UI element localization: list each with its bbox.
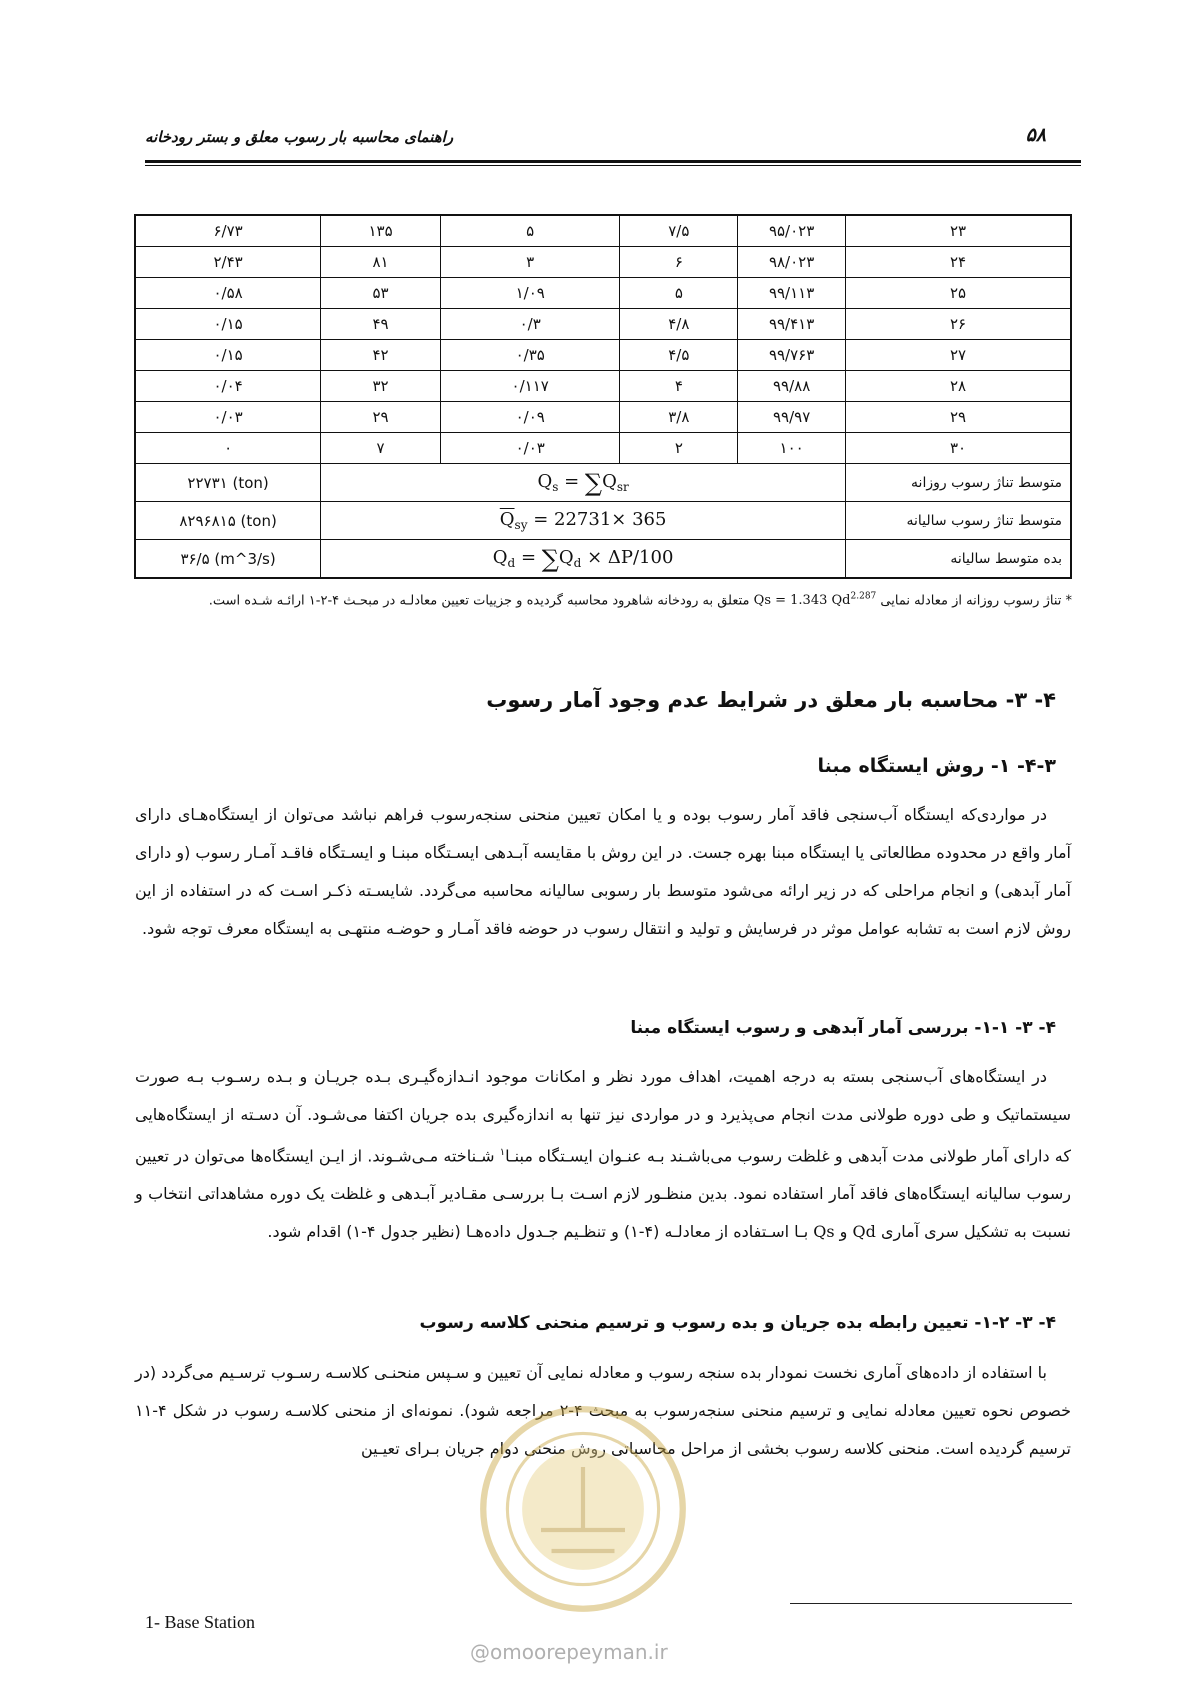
table-cell: ۶ xyxy=(620,247,738,278)
table-cell: ۰/۳ xyxy=(440,309,620,340)
formula-discharge: $Q_d = \sum Q_d \times \Delta P/100$ xyxy=(321,540,846,579)
note-formula-text: Qs = 1.343 Qd xyxy=(753,593,851,609)
table-cell: ۹۹/۱۱۳ xyxy=(738,278,846,309)
table-cell: ۵ xyxy=(620,278,738,309)
table-cell: ۴۹ xyxy=(321,309,441,340)
table-cell: ۵ xyxy=(440,215,620,247)
table-cell: ۴/۵ xyxy=(620,340,738,371)
summary-label: متوسط تناژ رسوب روزانه xyxy=(846,464,1071,502)
table-cell: ۰/۰۴ xyxy=(135,371,321,402)
table-cell: ۲۳ xyxy=(846,215,1071,247)
watermark-text: @omoorepeyman.ir xyxy=(470,1640,668,1664)
note-part1: * تناژ رسوب روزانه از معادله نمایی xyxy=(880,593,1072,609)
footnote-rule xyxy=(790,1603,1072,1604)
summary-label: متوسط تناژ رسوب سالیانه xyxy=(846,502,1071,540)
subsubsection-heading-2: ۴- ۳- ۱-۲- تعیین رابطه بده جریان و بده رسوب و ترسیم منحنی کلاسه رسوب xyxy=(419,1313,1056,1333)
table-cell: ۴۲ xyxy=(321,340,441,371)
note-formula xyxy=(754,593,877,608)
table-body xyxy=(135,215,1071,464)
table-summary xyxy=(135,464,1071,579)
table-row xyxy=(135,247,1071,278)
paragraph-2-text-d: بـا اسـتفاده از معادلـه (۴-۱) و تنظـیم جـدول داده‌هـا (نظیر جدول ۴-۱) اقدام شود. xyxy=(267,1222,814,1242)
summary-row-daily xyxy=(135,464,1071,502)
table-row xyxy=(135,433,1071,464)
section-heading: ۴- ۳- محاسبه بار معلق در شرایط عدم وجود آمار رسوب xyxy=(486,688,1056,712)
table-cell: ۰/۰۳ xyxy=(135,402,321,433)
table-row xyxy=(135,309,1071,340)
table-cell: ۰/۱۵ xyxy=(135,309,321,340)
paragraph-2-text-c: و xyxy=(834,1222,853,1242)
table-cell: ۱/۰۹ xyxy=(440,278,620,309)
table-cell: ۳/۸ xyxy=(620,402,738,433)
footnote-mark: ۱ xyxy=(499,1147,506,1158)
watermark-seal-icon xyxy=(478,1404,688,1614)
table-cell: ۹۹/۸۸ xyxy=(738,371,846,402)
table-cell: ۲۹ xyxy=(846,402,1071,433)
table-cell: ۹۹/۹۷ xyxy=(738,402,846,433)
note-exponent: 2.287 xyxy=(850,592,877,602)
summary-value: ۲۲۷۳۱ (ton) xyxy=(135,464,321,502)
formula-annual-value: = 22731× 365 xyxy=(533,509,667,530)
paragraph-2-text-a: در ایستگاه‌های آب‌سنجی بسته به درجه اهمیت، اهداف مورد نظر و امکانات موجود انـدازه‌گیـری بـده جریـان و بـده رسـوب بـه صورت سیستماتیک و طی دوره طولانی مدت انجام می‌پذیرد و در مواردی نیز تنها به اندازه‌گیری بده جریان اکتفا می‌شـود. آن دسـته از ایستگاه‌هایی که دارای آمار طولانی مدت آبدهی و غلظت رسوب می‌باشـند بـه عنـوان ایسـتگاه مبنـا xyxy=(135,1067,1072,1166)
table-row xyxy=(135,371,1071,402)
page-number: ۵۸ xyxy=(1025,124,1046,146)
table-cell: ۰/۰۹ xyxy=(440,402,620,433)
table-cell: ۸۱ xyxy=(321,247,441,278)
paragraph-2-text-b: شـناخته مـی‌شـوند. از ایـن ایستگاه‌ها می‌توان در تعیین رسوب سالیانه ایستگاه‌های فاقد آمار استفاده نمود. بدین منظـور لازم اسـت بـا بررسـی مقـادیر آبـدهی و غلظت یک دوره مشاهداتی انتخاب و نسبت به تشکیل سری آماری xyxy=(135,1146,1071,1242)
table-cell: ۴ xyxy=(620,371,738,402)
table-cell: ۰/۱۱۷ xyxy=(440,371,620,402)
table-row xyxy=(135,340,1071,371)
table-cell: ۳۰ xyxy=(846,433,1071,464)
table-cell: ۴/۸ xyxy=(620,309,738,340)
table-cell: ۰/۵۸ xyxy=(135,278,321,309)
table-cell: ۵۳ xyxy=(321,278,441,309)
table-cell: ۷ xyxy=(321,433,441,464)
running-title: راهنمای محاسبه بار رسوب معلق و بستر رودخانه xyxy=(145,128,454,146)
table-cell: ۲ xyxy=(620,433,738,464)
table-row xyxy=(135,215,1071,247)
symbol-qd: Qd xyxy=(852,1222,876,1242)
summary-value: ۳۶/۵ (m^3/s) xyxy=(135,540,321,579)
symbol-qs: Qs xyxy=(813,1222,835,1242)
table-cell: ۰/۰۳ xyxy=(440,433,620,464)
table-cell: ۷/۵ xyxy=(620,215,738,247)
summary-row-annual xyxy=(135,502,1071,540)
paragraph-3-text: با استفاده از داده‌های آماری نخست نمودار بده سنجه رسوب و معادله نمایی آن تعیین و سـپس منحنـی کلاسـه رسـوب ترسـیم می‌گردد (در خصوص نحوه تعیین معادله نمایی و ترسیم منحنی سنجه‌رسوب به مبحث ۴-۲ مراجعه شود). نمونه‌ای از منحنی کلاسـه رسوب در شکل ۴-۱۱ ترسیم گردیده است. منحنی کلاسه رسوب بخشی از مراحل محاسباتی روش منحنی دوام جریان بـرای تعیـین xyxy=(135,1363,1071,1458)
formula-daily: $Q_s = \sum Q_{sr}$ xyxy=(321,464,846,502)
data-table xyxy=(134,214,1072,579)
table-cell: ۳۲ xyxy=(321,371,441,402)
table-note xyxy=(152,583,1072,615)
footnote: 1- Base Station xyxy=(145,1612,255,1632)
table-cell: ۲۷ xyxy=(846,340,1071,371)
header-rule xyxy=(145,160,1081,163)
subsection-heading: ۴-۳- ۱- روش ایستگاه مبنا xyxy=(817,755,1056,777)
paragraph-1-text: در مواردی‌که ایستگاه آب‌سنجی فاقد آمار رسوب بوده و یا امکان تعیین منحنی سنجه‌رسوب فراهم نباشد می‌توان از ایستگاه‌هـای دارای آمار واقع در محدوده مطالعاتی یا ایستگاه مبنا بهره جست. در این روش با مقایسه آبـدهی ایسـتگاه مبنـا و ایسـتگاه فاقـد آمـار رسوب (و دارای آمار آبدهی) و انجام مراحلی که در زیر ارائه می‌شود متوسط بار رسوبی سالیانه محاسبه می‌گردد. شایسـته ذکـر اسـت که در استفاده از این روش لازم است به تشابه عوامل موثر در فرسایش و تولید و انتقال رسوب در حوضه فاقد آمـار و حوضـه منتهـی به ایستگاه معرف توجه شود. xyxy=(135,805,1071,938)
header-rule-thin xyxy=(145,165,1081,166)
formula-annual: $\overline{Q}_{sy} = 22731\times 365$ xyxy=(321,502,846,540)
subsubsection-heading-1: ۴- ۳- ۱-۱- بررسی آمار آبدهی و رسوب ایستگاه مبنا xyxy=(630,1018,1056,1038)
table-row xyxy=(135,278,1071,309)
table-cell: ۹۸/۰۲۳ xyxy=(738,247,846,278)
table-cell: ۹۹/۴۱۳ xyxy=(738,309,846,340)
table-cell: ۲۸ xyxy=(846,371,1071,402)
table-cell: ۲۹ xyxy=(321,402,441,433)
paragraph-2 xyxy=(135,1058,1071,1251)
summary-value: ۸۲۹۶۸۱۵ (ton) xyxy=(135,502,321,540)
table-cell: ۳ xyxy=(440,247,620,278)
note-part2: متعلق به رودخانه شاهرود محاسبه گردیده و جزییات تعیین معادلـه در مبحـث ۴-۲-۱ ارائـه شـده است. xyxy=(208,593,750,609)
formula-discharge-tail: × ΔP/100 xyxy=(587,546,674,568)
table-cell: ۰ xyxy=(135,433,321,464)
table-cell: ۹۵/۰۲۳ xyxy=(738,215,846,247)
paragraph-1 xyxy=(135,796,1071,948)
table-cell: ۶/۷۳ xyxy=(135,215,321,247)
table-cell: ۱۳۵ xyxy=(321,215,441,247)
table-cell: ۱۰۰ xyxy=(738,433,846,464)
table-cell: ۲۵ xyxy=(846,278,1071,309)
table-cell: ۲۴ xyxy=(846,247,1071,278)
summary-row-discharge xyxy=(135,540,1071,579)
summary-label: بده متوسط سالیانه xyxy=(846,540,1071,579)
table-row xyxy=(135,402,1071,433)
table-cell: ۰/۱۵ xyxy=(135,340,321,371)
table-cell: ۰/۳۵ xyxy=(440,340,620,371)
table-cell: ۹۹/۷۶۳ xyxy=(738,340,846,371)
table-cell: ۲/۴۳ xyxy=(135,247,321,278)
table-cell: ۲۶ xyxy=(846,309,1071,340)
